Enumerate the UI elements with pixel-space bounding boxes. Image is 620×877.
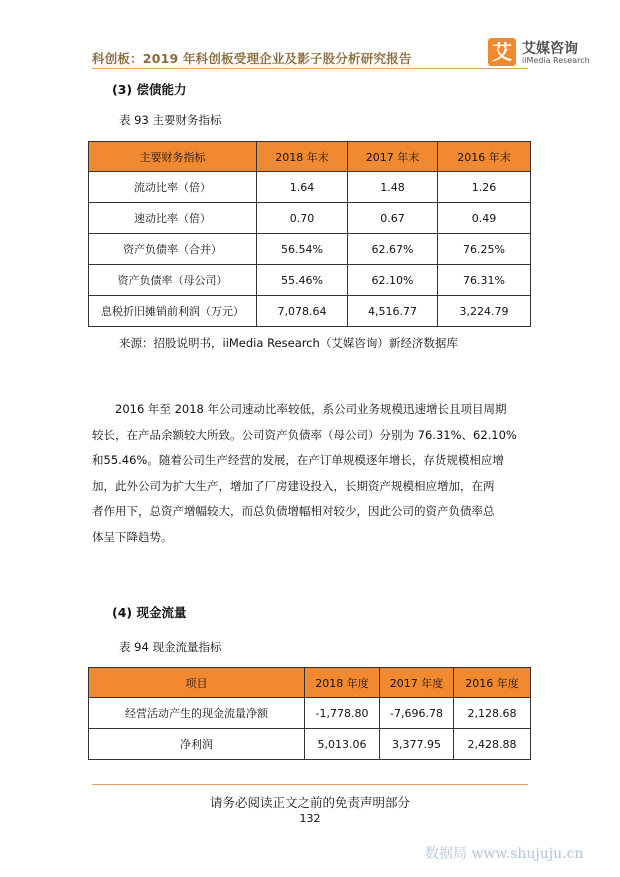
table-cell: 1.48 — [348, 172, 438, 203]
logo-text-cn: 艾媒咨询 — [522, 41, 578, 57]
table-cell: 速动比率（倍） — [89, 203, 257, 234]
table-cell: 资产负债率（合并） — [89, 234, 257, 265]
table-cell: 1.64 — [257, 172, 348, 203]
paragraph-line: 者作用下，总资产增幅较大，而总负债增幅相对较少，因此公司的资产负债率总 — [92, 504, 495, 518]
report-title: 科创板：2019 年科创板受理企业及影子股分析研究报告 — [92, 51, 412, 66]
table-cell: 息税折旧摊销前利润（万元） — [89, 296, 257, 327]
section-heading-solvency: (3) 偿债能力 — [112, 82, 187, 97]
table-cell: 3,377.95 — [380, 729, 454, 760]
paragraph-line: 和55.46%。随着公司生产经营的发展，在产订单规模逐年增长，存货规模相应增 — [92, 453, 504, 467]
table-cell: 62.67% — [348, 234, 438, 265]
table-cell: 2,128.68 — [454, 698, 531, 729]
table-row — [89, 203, 531, 234]
column-header: 2018 年度 — [305, 668, 380, 698]
table-cell: 净利润 — [89, 729, 305, 760]
section-heading-cashflow: (4) 现金流量 — [112, 605, 187, 620]
table-cell: 55.46% — [257, 265, 348, 296]
table-row — [89, 172, 531, 203]
table-cell: 资产负债率（母公司） — [89, 265, 257, 296]
table-row — [89, 265, 531, 296]
column-header: 2017 年末 — [348, 142, 438, 172]
column-header: 项目 — [89, 668, 305, 698]
table-cell: 0.67 — [348, 203, 438, 234]
paragraph-line: 2016 年至 2018 年公司速动比率较低，系公司业务规模迅速增长且项目周期 — [115, 402, 507, 416]
table-caption-93: 表 93 主要财务指标 — [119, 113, 222, 127]
table-cell: 56.54% — [257, 234, 348, 265]
table-header-row — [89, 142, 531, 172]
table-cell: 2,428.88 — [454, 729, 531, 760]
page-number: 132 — [299, 812, 321, 825]
paragraph-line: 较长，在产品余额较大所致。公司资产负债率（母公司）分别为 76.31%、62.10% — [92, 427, 517, 442]
disclaimer-notice: 请务必阅读正文之前的免责声明部分 — [209, 795, 410, 810]
table-cell: 1.26 — [438, 172, 531, 203]
column-header: 2018 年末 — [257, 142, 348, 172]
table-row — [89, 698, 531, 729]
table-cell: -1,778.80 — [305, 698, 380, 729]
table-cell: 0.70 — [257, 203, 348, 234]
paragraph-line: 加，此外公司为扩大生产，增加了厂房建设投入，长期资产规模相应增加，在两 — [92, 478, 495, 493]
column-header: 2016 年度 — [454, 668, 531, 698]
column-header: 主要财务指标 — [89, 142, 257, 172]
table-cell: 流动比率（倍） — [89, 172, 257, 203]
table-source-note: 来源：招股说明书，iiMedia Research（艾媒咨询）新经济数据库 — [119, 336, 458, 350]
table-caption-94: 表 94 现金流量指标 — [119, 640, 222, 654]
logo-text-en: iiMedia Research — [522, 56, 590, 65]
table-cell: 76.31% — [438, 265, 531, 296]
column-header: 2016 年末 — [438, 142, 531, 172]
analysis-paragraph — [92, 397, 529, 550]
paragraph-line: 体呈下降趋势。 — [92, 529, 173, 544]
table-cell: 3,224.79 — [438, 296, 531, 327]
table-row — [89, 729, 531, 760]
header-divider — [92, 68, 528, 69]
cashflow-indicators-table — [88, 667, 531, 760]
table-cell: 4,516.77 — [348, 296, 438, 327]
table-row — [89, 234, 531, 265]
table-cell: 62.10% — [348, 265, 438, 296]
table-header-row — [89, 668, 531, 698]
footer-divider — [92, 784, 528, 785]
column-header: 2017 年度 — [380, 668, 454, 698]
table-cell: 0.49 — [438, 203, 531, 234]
table-cell: -7,696.78 — [380, 698, 454, 729]
table-cell: 7,078.64 — [257, 296, 348, 327]
table-cell: 5,013.06 — [305, 729, 380, 760]
table-cell: 经营活动产生的现金流量净额 — [89, 698, 305, 729]
table-row — [89, 296, 531, 327]
logo-icon: 艾 — [488, 38, 516, 66]
watermark: 数据局 www.shujuju.cn — [425, 846, 584, 862]
table-cell: 76.25% — [438, 234, 531, 265]
financial-indicators-table — [88, 141, 531, 327]
